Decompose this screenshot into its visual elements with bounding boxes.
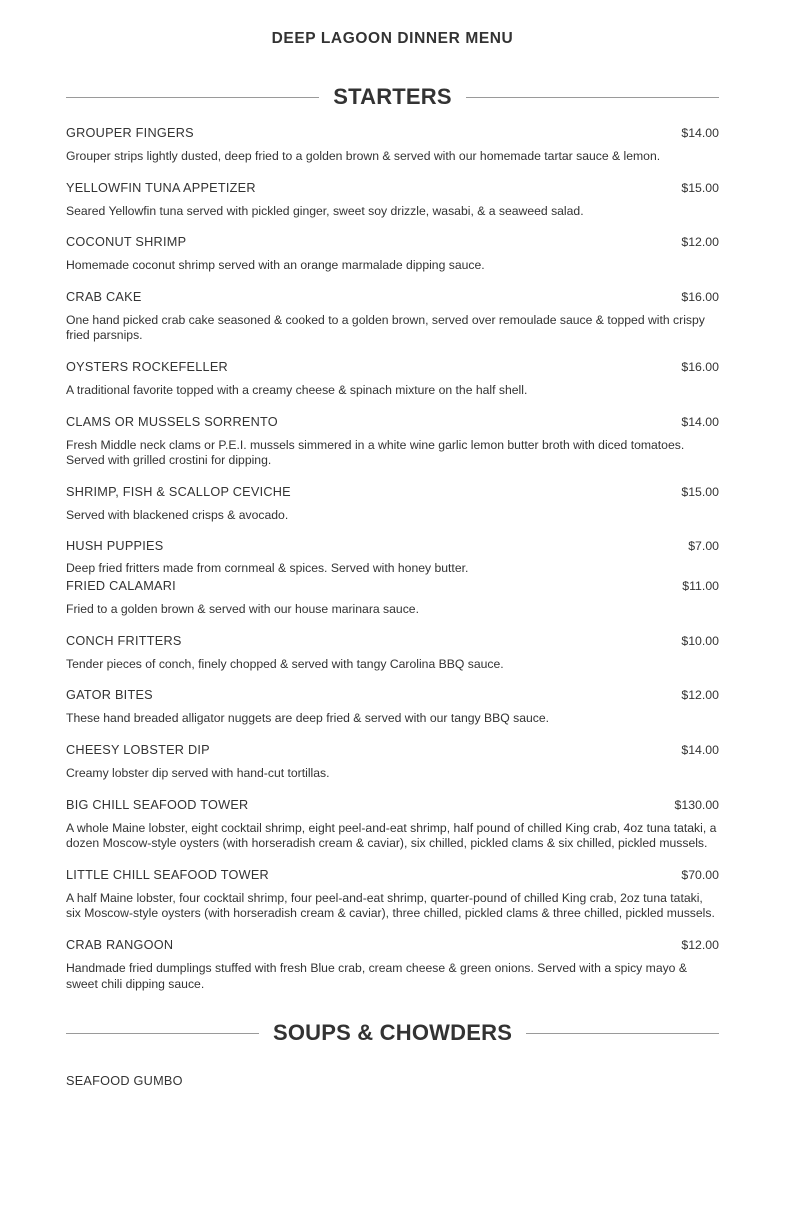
menu-item-description: These hand breaded alligator nuggets are deep fried & served with our tangy BBQ sauce. <box>66 711 550 726</box>
menu-item-header <box>66 360 719 374</box>
menu-item <box>66 634 719 673</box>
menu-item-name: YELLOWFIN TUNA APPETIZER <box>66 180 256 195</box>
menu-item-header <box>66 688 719 702</box>
menu-item-header <box>66 539 719 553</box>
menu-item-description: Homemade coconut shrimp served with an orange marmalade dipping sauce. <box>66 258 485 273</box>
menu-item-name: CONCH FRITTERS <box>66 633 182 648</box>
menu-item-price: $12.00 <box>681 937 719 952</box>
menu-item-name: SHRIMP, FISH & SCALLOP CEVICHE <box>66 484 291 499</box>
menu-item-description: Creamy lobster dip served with hand-cut tortillas. <box>66 765 330 780</box>
menu-item-price: $11.00 <box>682 579 719 594</box>
divider-left <box>66 1033 259 1034</box>
menu-item-description: Grouper strips lightly dusted, deep fried to a golden brown & served with our homemade tartar sauce & lemon. <box>66 149 661 163</box>
menu-item-header <box>66 634 719 648</box>
menu-item <box>66 126 719 165</box>
divider-right <box>526 1033 719 1034</box>
menu-item-name: CLAMS OR MUSSELS SORRENTO <box>66 414 278 429</box>
menu-item-price: $15.00 <box>681 484 719 499</box>
menu-item-header <box>66 181 719 195</box>
menu-item-name: GROUPER FINGERS <box>66 126 194 140</box>
menu-item <box>66 743 719 782</box>
menu-item <box>66 415 719 469</box>
menu-section-soups-chowders <box>0 1022 785 1088</box>
menu-item-price: $130.00 <box>674 797 719 812</box>
menu-item-description: A whole Maine lobster, eight cocktail shrimp, eight peel-and-eat shrimp, half pound of chilled King crab, 4oz tuna tataki, a dozen Moscow-style oysters (with horseradish cream & caviar), six chilled, pickled clams & six chilled, pickled mussels. <box>66 820 717 851</box>
menu-item-price: $12.00 <box>681 688 719 703</box>
menu-item <box>66 938 719 992</box>
menu-item-description: Handmade fried dumplings stuffed with fresh Blue crab, cream cheese & green onions. Served with a spicy mayo & sweet chili dipping sauce. <box>66 960 687 991</box>
menu-item-header <box>66 1074 719 1088</box>
menu-item-price: $14.00 <box>681 742 719 757</box>
menu-item-price: $7.00 <box>688 539 719 554</box>
menu-item-description: Tender pieces of conch, finely chopped & served with tangy Carolina BBQ sauce. <box>66 656 504 671</box>
menu-item <box>66 868 719 922</box>
menu-item-price: $15.00 <box>681 180 719 195</box>
menu-item-name: CRAB RANGOON <box>66 937 174 952</box>
menu-item <box>66 485 719 524</box>
menu-item-name: LITTLE CHILL SEAFOOD TOWER <box>66 867 269 882</box>
menu-item-name: HUSH PUPPIES <box>66 539 164 554</box>
menu-item-header <box>66 235 719 249</box>
menu-item-description: A traditional favorite topped with a creamy cheese & spinach mixture on the half shell. <box>66 383 528 398</box>
menu-item-description: Deep fried fritters made from cornmeal & spices. Served with honey butter. <box>66 561 469 576</box>
menu-item <box>66 360 719 399</box>
menu-item-header <box>66 743 719 757</box>
menu-item-price: $12.00 <box>681 235 719 250</box>
menu-item <box>66 181 719 220</box>
menu-item-price: $70.00 <box>681 867 719 882</box>
menu-item-name: BIG CHILL SEAFOOD TOWER <box>66 797 249 812</box>
menu-item-price: $14.00 <box>681 414 719 429</box>
menu-item-name: OYSTERS ROCKEFELLER <box>66 360 228 375</box>
menu-item <box>66 1074 719 1088</box>
menu-item-header <box>66 798 719 812</box>
menu-item-name: COCONUT SHRIMP <box>66 235 187 250</box>
menu-item <box>66 290 719 344</box>
menu-item-header <box>66 579 719 593</box>
menu-item-header <box>66 485 719 499</box>
section-header <box>0 86 785 108</box>
menu-item <box>66 688 719 727</box>
menu-item-header <box>66 290 719 304</box>
page-title: DEEP LAGOON DINNER MENU <box>271 30 514 47</box>
menu-item-description: Fresh Middle neck clams or P.E.I. mussels simmered in a white wine garlic lemon butter broth with diced tomatoes. Served with grilled crostini for dipping. <box>66 437 685 468</box>
menu-item-name: CRAB CAKE <box>66 289 142 304</box>
menu-item-header <box>66 868 719 882</box>
section-title: STARTERS <box>333 84 452 109</box>
menu-item-header <box>66 126 719 140</box>
menu-item-description: Seared Yellowfin tuna served with pickled ginger, sweet soy drizzle, wasabi, & a seaweed salad. <box>66 203 584 218</box>
divider-right <box>466 97 719 98</box>
menu-item-description: One hand picked crab cake seasoned & cooked to a golden brown, served over remoulade sauce & topped with crispy fried parsnips. <box>66 312 705 343</box>
menu-item <box>66 235 719 274</box>
menu-item-price: $16.00 <box>681 289 719 304</box>
menu-item-list <box>0 1074 785 1088</box>
menu-section-starters <box>0 86 785 992</box>
menu-item-name: CHEESY LOBSTER DIP <box>66 742 210 757</box>
menu-item <box>66 579 719 618</box>
section-header <box>0 1022 785 1044</box>
menu-item-header <box>66 938 719 952</box>
menu-item-price: $16.00 <box>681 360 719 375</box>
menu-item-price: $14.00 <box>681 126 719 140</box>
section-title: SOUPS & CHOWDERS <box>272 1020 513 1046</box>
menu-item-description: A half Maine lobster, four cocktail shrimp, four peel-and-eat shrimp, quarter-pound of chilled King crab, 2oz tuna tataki, six Moscow-style oysters (with horseradish cream & caviar), three chilled, pickled clams & three chilled, pickled mussels. <box>66 890 715 921</box>
divider-left <box>66 97 319 98</box>
menu-item-list <box>0 126 785 992</box>
menu-item-name: GATOR BITES <box>66 688 153 703</box>
menu-item-price: $10.00 <box>681 633 719 648</box>
menu-item-name: FRIED CALAMARI <box>66 579 176 594</box>
menu-item-name: SEAFOOD GUMBO <box>66 1074 183 1089</box>
menu-item <box>66 798 719 852</box>
menu-item-description: Served with blackened crisps & avocado. <box>66 507 289 522</box>
menu-item-header <box>66 415 719 429</box>
menu-item-description: Fried to a golden brown & served with our house marinara sauce. <box>66 602 419 617</box>
menu-item <box>66 539 719 577</box>
